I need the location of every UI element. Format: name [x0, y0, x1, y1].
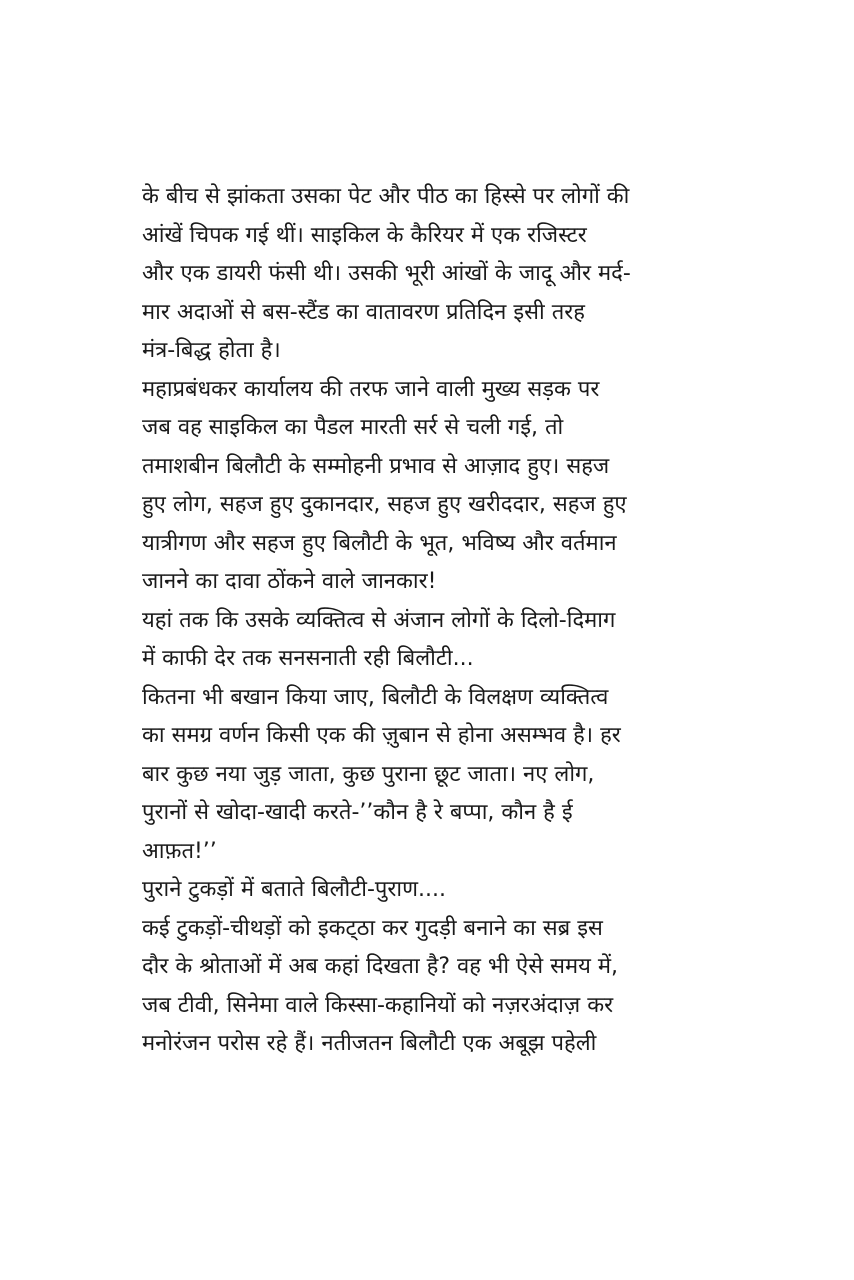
text-line: में काफी देर तक सनसनाती रही बिलौटी...: [142, 646, 474, 671]
text-line: के बीच से झांकता उसका पेट और पीठ का हिस्से पर लोगों की: [142, 184, 630, 209]
text-line: मार अदाओं से बस-स्टैंड का वातावरण प्रतिदिन इसी तरह: [142, 299, 585, 325]
text-line: यहां तक कि उसके व्यक्तित्व से अंजान लोगों के दिलो-दिमाग: [142, 607, 616, 633]
text-line: महाप्रबंधकर कार्यालय की तरफ जाने वाली मुख्य सड़क पर: [142, 376, 600, 402]
text-line: मनोरंजन परोस रहे हैं। नतीजतन बिलौटी एक अबूझ पहेली: [142, 1031, 597, 1056]
text-line: बार कुछ नया जुड़ जाता, कुछ पुराना छूट जाता। नए लोग,: [142, 761, 595, 787]
text-line: जब वह साइकिल का पैडल मारती सर्र से चली गई, तो: [142, 415, 564, 440]
text-line: हुए लोग, सहज हुए दुकानदार, सहज हुए खरीददार, सहज हुए: [142, 492, 627, 517]
text-line: तमाशबीन बिलौटी के सम्मोहनी प्रभाव से आज़ाद हुए। सहज: [142, 453, 610, 479]
text-line: दौर के श्रोताओं में अब कहां दिखता है? वह भी ऐसे समय में,: [142, 954, 619, 979]
text-line: पुरानों से खोदा-खादी करते-’’कौन है रे बप्पा, कौन है ई: [142, 800, 573, 825]
text-line: का समग्र वर्णन किसी एक की ज़ुबान से होना असम्भव है। हर: [142, 723, 621, 748]
text-line: पुराने टुकड़ों में बताते बिलौटी-पुराण....: [142, 877, 446, 902]
text-line: मंत्र-बिद्ध होता है।: [142, 338, 281, 363]
text-line: और एक डायरी फंसी थी। उसकी भूरी आंखों के जादू और मर्द-: [142, 261, 631, 286]
text-line: आंखें चिपक गई थीं। साइकिल के कैरियर में एक रजिस्टर: [142, 222, 587, 248]
text-line: कई टुकड़ों-चीथड़ों को इकट्‌ठा कर गुदड़ी बनाने का सब्र इस: [142, 915, 603, 941]
text-line: यात्रीगण और सहज हुए बिलौटी के भूत, भविष्य और वर्तमान: [142, 530, 617, 556]
text-line: जानने का दावा ठोंकने वाले जानकार!: [142, 569, 437, 594]
text-line: कितना भी बखान किया जाए, बिलौटी के विलक्षण व्यक्तित्व: [142, 684, 609, 710]
page-body: [142, 178, 722, 1064]
text-line: आफ़त!’’: [142, 838, 217, 864]
text-line: जब टीवी, सिनेमा वाले किस्सा-कहानियों को नज़रअंदाज़ कर: [142, 992, 614, 1018]
